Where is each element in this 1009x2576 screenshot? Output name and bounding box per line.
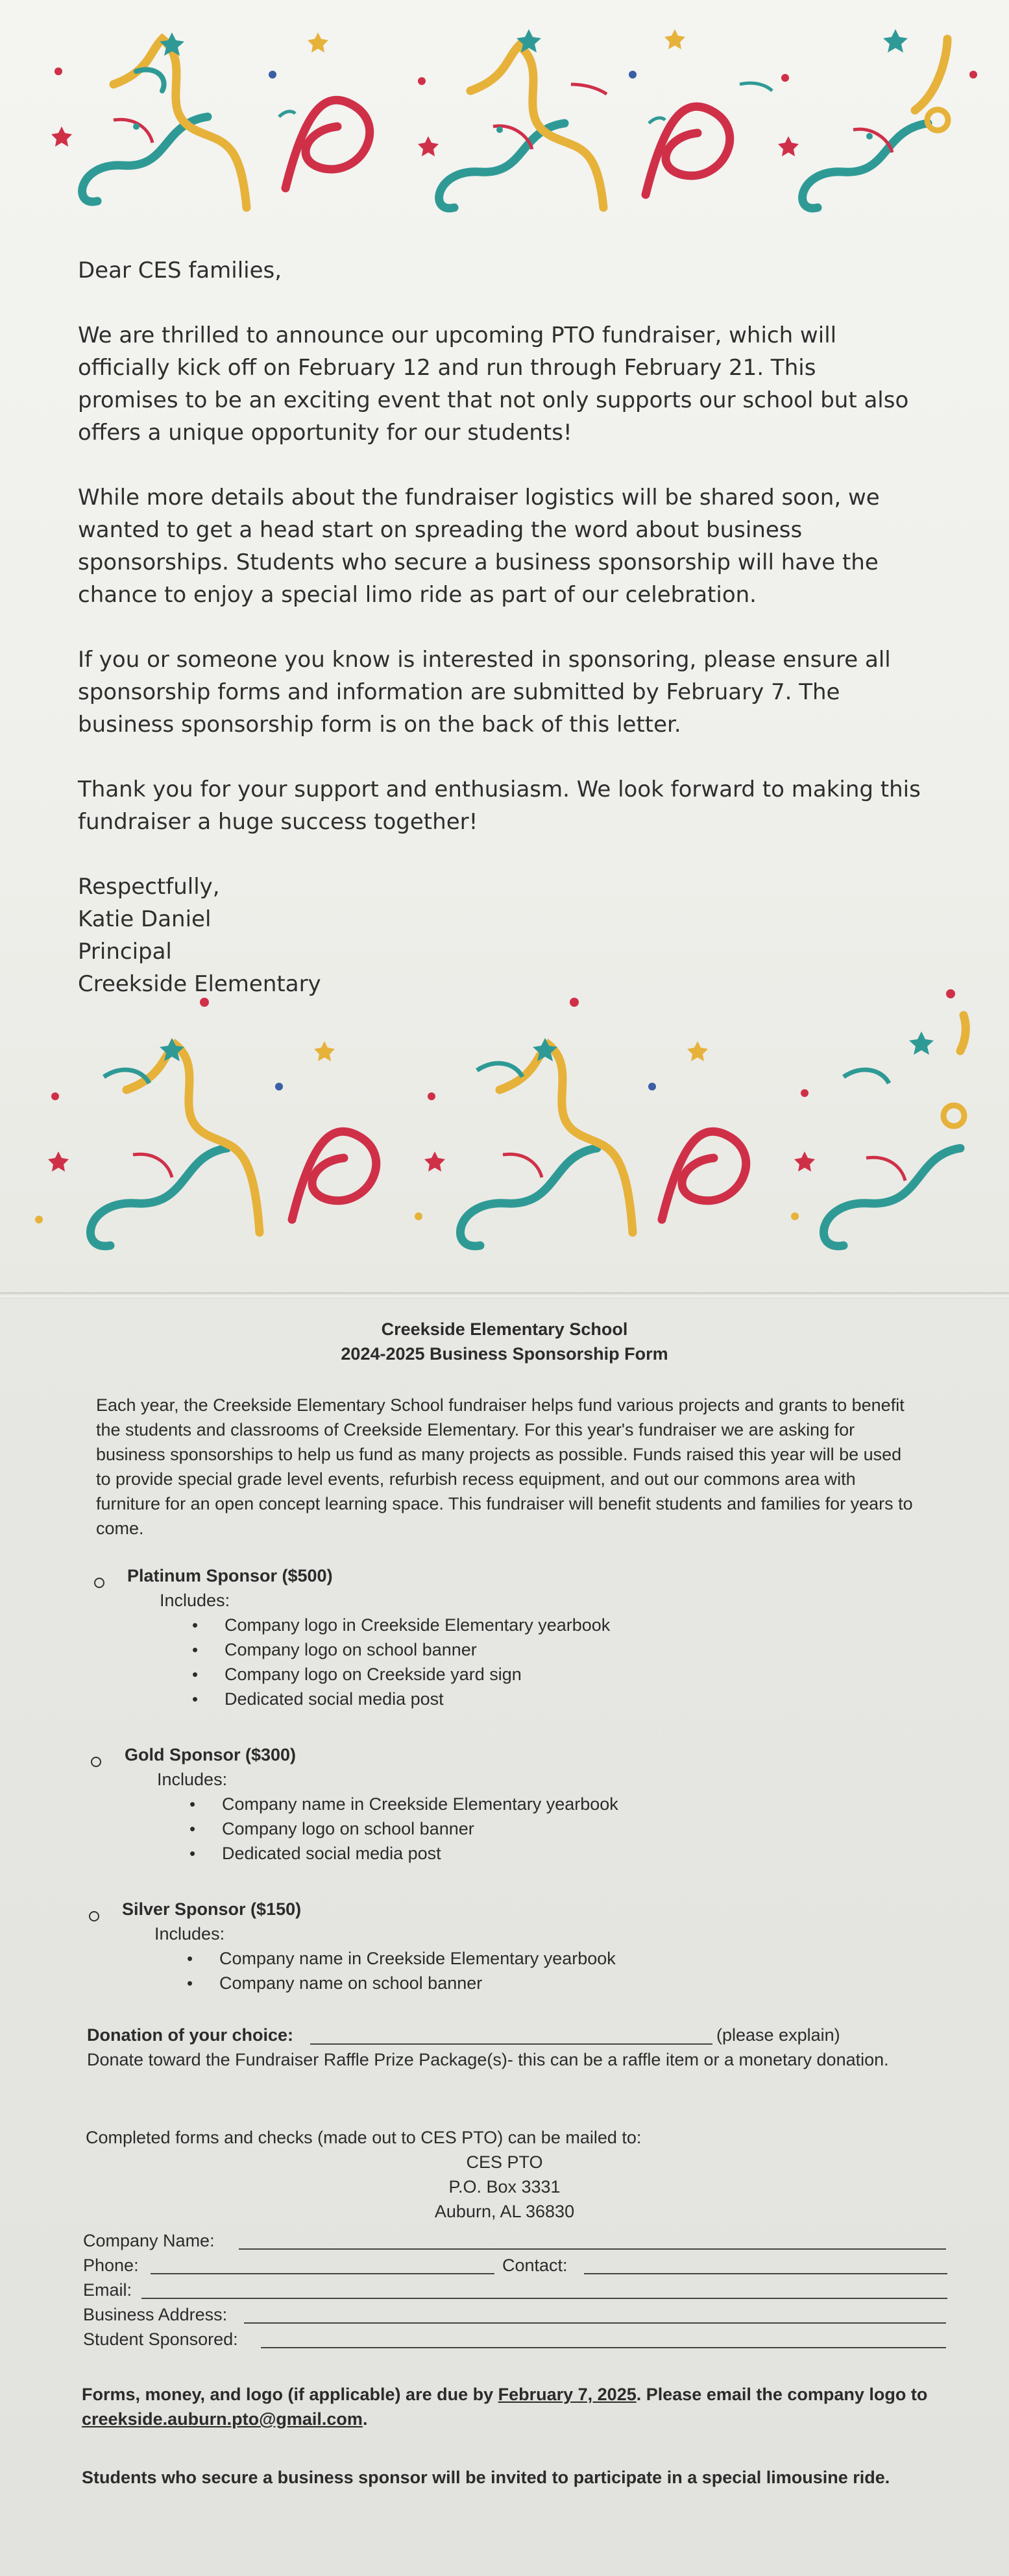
list-item: • Company name on school banner [219, 1971, 616, 1995]
donation-field[interactable] [310, 2043, 712, 2045]
company-name-field[interactable] [239, 2248, 946, 2250]
tier-gold-title: Gold Sponsor ($300) [125, 1745, 297, 1764]
address-line: CES PTO [466, 2152, 543, 2172]
closing: Respectfully, [78, 874, 220, 900]
due-prefix: Forms, money, and logo (if applicable) are due by [82, 2385, 498, 2404]
mail-instructions: Completed forms and checks (made out to CES PTO) can be mailed to: [86, 2128, 642, 2147]
list-item: • Company logo on school banner [225, 1637, 610, 1662]
tier-gold-includes: Includes: [157, 1770, 228, 1789]
letter-body [78, 254, 921, 1000]
letter-paragraph-2: While more details about the fundraiser logistics will be shared soon, we wanted to get a head start on spreading the word about business sponsorships. Students who secure a business sponsorship will have the chance to enjoy a special limo ride as part of our celebration. [78, 485, 880, 608]
page-fold [0, 1292, 1009, 1299]
phone-label: Phone: [83, 2256, 139, 2275]
list-item: • Company name in Creekside Elementary yearbook [219, 1946, 616, 1971]
signer-name: Katie Daniel [78, 906, 212, 932]
due-date: February 7, 2025 [498, 2385, 637, 2404]
list-item: • Dedicated social media post [222, 1841, 618, 1866]
tier-circle [91, 1757, 101, 1767]
due-end: . [362, 2409, 368, 2429]
business-address-field[interactable] [244, 2322, 946, 2324]
address-line: Auburn, AL 36830 [434, 2202, 575, 2221]
donation-note: Donate toward the Fundraiser Raffle Prize Package(s)- this can be a raffle item or a monetary donation. [87, 2050, 889, 2069]
form-title [0, 1317, 1009, 1366]
letter-paragraph-3: If you or someone you know is interested in sponsoring, please ensure all sponsorship forms and information are submitted by February 7. The business sponsorship form is on the back of this letter. [78, 647, 891, 738]
limo-note: Students who secure a business sponsor will be invited to participate in a special limousine ride. [82, 2468, 890, 2487]
mail-address [0, 2150, 1009, 2224]
confetti-banner-top [0, 13, 1009, 234]
tier-silver-title: Silver Sponsor ($150) [122, 1899, 302, 1919]
tier-platinum-title: Platinum Sponsor ($500) [127, 1566, 333, 1585]
form-title-year: 2024-2025 Business Sponsorship Form [341, 1344, 668, 1364]
tier-circle [94, 1578, 104, 1588]
list-item: • Company logo in Creekside Elementary yearbook [225, 1613, 610, 1637]
contact-field[interactable] [584, 2273, 947, 2274]
tier-gold-list [222, 1792, 618, 1866]
tier-circle [89, 1911, 99, 1921]
email-label: Email: [83, 2280, 132, 2300]
due-note [82, 2382, 951, 2431]
signer-title: Principal [78, 939, 172, 965]
phone-field[interactable] [151, 2273, 494, 2274]
letter-paragraph-4: Thank you for your support and enthusiasm. We look forward to making this fundraiser a huge success together! [78, 776, 921, 835]
address-line: P.O. Box 3331 [448, 2177, 561, 2197]
signer-school: Creekside Elementary [78, 971, 321, 997]
tier-platinum-list [225, 1613, 610, 1711]
letter-paragraph-1: We are thrilled to announce our upcoming PTO fundraiser, which will officially kick off on February 12 and run through February 21. This promises to be an exciting event that not only supports our school but also offers a unique opportunity for our students! [78, 322, 909, 446]
business-address-label: Business Address: [83, 2305, 228, 2324]
due-mid: . Please email the company logo to [636, 2385, 928, 2404]
tier-silver-includes: Includes: [154, 1924, 225, 1944]
student-sponsored-field[interactable] [261, 2347, 946, 2348]
contact-label: Contact: [502, 2256, 568, 2275]
list-item: • Company name in Creekside Elementary yearbook [222, 1792, 618, 1816]
student-sponsored-label: Student Sponsored: [83, 2329, 238, 2349]
email-field[interactable] [141, 2298, 947, 2299]
company-name-label: Company Name: [83, 2231, 215, 2250]
tier-platinum-includes: Includes: [160, 1591, 230, 1610]
confetti-banner-bottom [0, 986, 1009, 1271]
pto-email-link[interactable]: creekside.auburn.pto@gmail.com [82, 2409, 363, 2429]
list-item: • Company logo on Creekside yard sign [225, 1662, 610, 1687]
list-item: • Dedicated social media post [225, 1687, 610, 1711]
form-intro: Each year, the Creekside Elementary School fundraiser helps fund various projects and grants to benefit the students and classrooms of Creekside Elementary. For this year's fundraiser we are asking for business sponsorships to help us fund as many projects as possible. Funds raised this year will be used to provide special grade level events, refurbish recess equipment, and out our commons area with furniture for an open concept learning space. This fundraiser will benefit students and families for years to come. [96, 1395, 913, 1538]
donation-label: Donation of your choice: [87, 2025, 294, 2045]
list-item: • Company logo on school banner [222, 1816, 618, 1841]
tier-silver-list [219, 1946, 616, 1995]
form-title-school: Creekside Elementary School [381, 1319, 628, 1339]
greeting: Dear CES families, [78, 258, 282, 283]
donation-suffix: (please explain) [716, 2025, 840, 2045]
